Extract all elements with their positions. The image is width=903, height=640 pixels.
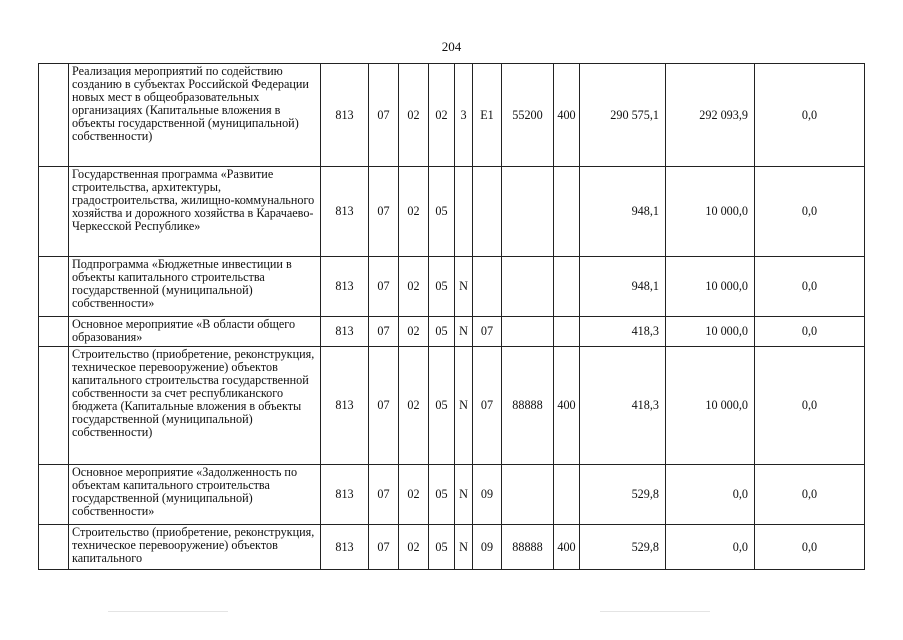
- program-code-cell: 05: [429, 317, 455, 347]
- event-code-cell: [473, 257, 502, 317]
- event-code-cell: 07: [473, 347, 502, 465]
- amount-year3-cell: 0,0: [755, 347, 865, 465]
- amount-year1-cell: 529,8: [580, 465, 666, 525]
- direction-code-cell: [502, 465, 554, 525]
- program-code-cell: 05: [429, 525, 455, 570]
- amount-year3-cell: 0,0: [755, 167, 865, 257]
- direction-code-cell: [502, 167, 554, 257]
- program-code-cell: 05: [429, 257, 455, 317]
- subsection-code-cell: 02: [399, 317, 429, 347]
- section-code-cell: 07: [369, 257, 399, 317]
- amount-year1-cell: 948,1: [580, 257, 666, 317]
- direction-code-cell: 88888: [502, 347, 554, 465]
- subprogram-code-cell: N: [455, 257, 473, 317]
- expense-type-cell: 400: [554, 347, 580, 465]
- direction-code-cell: [502, 257, 554, 317]
- description-cell: Основное мероприятие «В области общего образования»: [69, 317, 321, 347]
- row-number-cell: [39, 317, 69, 347]
- subsection-code-cell: 02: [399, 525, 429, 570]
- amount-year2-cell: 0,0: [666, 465, 755, 525]
- expense-type-cell: [554, 317, 580, 347]
- description-cell: Реализация мероприятий по содействию созданию в субъектах Российской Федерации новых мест в общеобразовательных организациях (Капитальные вложения в объекты государственной (муниципальной) собственности): [69, 64, 321, 167]
- subprogram-code-cell: 3: [455, 64, 473, 167]
- amount-year1-cell: 418,3: [580, 317, 666, 347]
- subprogram-code-cell: N: [455, 465, 473, 525]
- page-number: 204: [441, 39, 462, 54]
- amount-year3-cell: 0,0: [755, 257, 865, 317]
- program-code-cell: 05: [429, 465, 455, 525]
- expense-type-cell: [554, 167, 580, 257]
- amount-year2-cell: 10 000,0: [666, 317, 755, 347]
- description-cell: Основное мероприятие «Задолженность по объектам капитального строительства государственной (муниципальной) собственности»: [69, 465, 321, 525]
- section-code-cell: 07: [369, 64, 399, 167]
- subprogram-code-cell: N: [455, 525, 473, 570]
- budget-table: [38, 63, 865, 570]
- section-code-cell: 07: [369, 525, 399, 570]
- ministry-code-cell: 813: [321, 347, 369, 465]
- direction-code-cell: [502, 317, 554, 347]
- direction-code-cell: 55200: [502, 64, 554, 167]
- event-code-cell: E1: [473, 64, 502, 167]
- ministry-code-cell: 813: [321, 525, 369, 570]
- table-row: [39, 64, 865, 167]
- subsection-code-cell: 02: [399, 257, 429, 317]
- section-code-cell: 07: [369, 317, 399, 347]
- amount-year1-cell: 948,1: [580, 167, 666, 257]
- expense-type-cell: 400: [554, 64, 580, 167]
- ministry-code-cell: 813: [321, 317, 369, 347]
- direction-code-cell: 88888: [502, 525, 554, 570]
- section-code-cell: 07: [369, 465, 399, 525]
- event-code-cell: [473, 167, 502, 257]
- amount-year1-cell: 290 575,1: [580, 64, 666, 167]
- subprogram-code-cell: [455, 167, 473, 257]
- expense-type-cell: [554, 465, 580, 525]
- subprogram-code-cell: N: [455, 347, 473, 465]
- table-row: [39, 347, 865, 465]
- row-number-cell: [39, 64, 69, 167]
- event-code-cell: 09: [473, 465, 502, 525]
- amount-year2-cell: 10 000,0: [666, 167, 755, 257]
- amount-year1-cell: 418,3: [580, 347, 666, 465]
- amount-year1-cell: 529,8: [580, 525, 666, 570]
- amount-year2-cell: 0,0: [666, 525, 755, 570]
- event-code-cell: 09: [473, 525, 502, 570]
- row-number-cell: [39, 347, 69, 465]
- subsection-code-cell: 02: [399, 347, 429, 465]
- amount-year2-cell: 10 000,0: [666, 347, 755, 465]
- table-row: [39, 525, 865, 570]
- ministry-code-cell: 813: [321, 465, 369, 525]
- description-cell: Строительство (приобретение, реконструкция, техническое перевооружение) объектов капитального: [69, 525, 321, 570]
- ministry-code-cell: 813: [321, 257, 369, 317]
- table-row: [39, 167, 865, 257]
- amount-year3-cell: 0,0: [755, 64, 865, 167]
- program-code-cell: 05: [429, 347, 455, 465]
- subsection-code-cell: 02: [399, 465, 429, 525]
- event-code-cell: 07: [473, 317, 502, 347]
- row-number-cell: [39, 465, 69, 525]
- scan-artifact-line: [600, 611, 710, 612]
- amount-year2-cell: 292 093,9: [666, 64, 755, 167]
- table-row: [39, 317, 865, 347]
- section-code-cell: 07: [369, 347, 399, 465]
- subprogram-code-cell: N: [455, 317, 473, 347]
- program-code-cell: 02: [429, 64, 455, 167]
- description-cell: Государственная программа «Развитие строительства, архитектуры, градостроительства, жилищно-коммунального хозяйства и дорожного хозяйства в Карачаево-Черкесской Республике»: [69, 167, 321, 257]
- section-code-cell: 07: [369, 167, 399, 257]
- ministry-code-cell: 813: [321, 64, 369, 167]
- row-number-cell: [39, 167, 69, 257]
- description-cell: Подпрограмма «Бюджетные инвестиции в объекты капитального строительства государственной (муниципальной) собственности»: [69, 257, 321, 317]
- description-cell: Строительство (приобретение, реконструкция, техническое перевооружение) объектов капитального строительства государственной собственности за счет республиканского бюджета (Капитальные вложения в объекты государственной (муниципальной) собственности): [69, 347, 321, 465]
- table-row: [39, 465, 865, 525]
- amount-year3-cell: 0,0: [755, 525, 865, 570]
- expense-type-cell: [554, 257, 580, 317]
- amount-year3-cell: 0,0: [755, 465, 865, 525]
- ministry-code-cell: 813: [321, 167, 369, 257]
- row-number-cell: [39, 525, 69, 570]
- amount-year3-cell: 0,0: [755, 317, 865, 347]
- expense-type-cell: 400: [554, 525, 580, 570]
- amount-year2-cell: 10 000,0: [666, 257, 755, 317]
- row-number-cell: [39, 257, 69, 317]
- program-code-cell: 05: [429, 167, 455, 257]
- subsection-code-cell: 02: [399, 167, 429, 257]
- subsection-code-cell: 02: [399, 64, 429, 167]
- table-row: [39, 257, 865, 317]
- scan-artifact-line: [108, 611, 228, 612]
